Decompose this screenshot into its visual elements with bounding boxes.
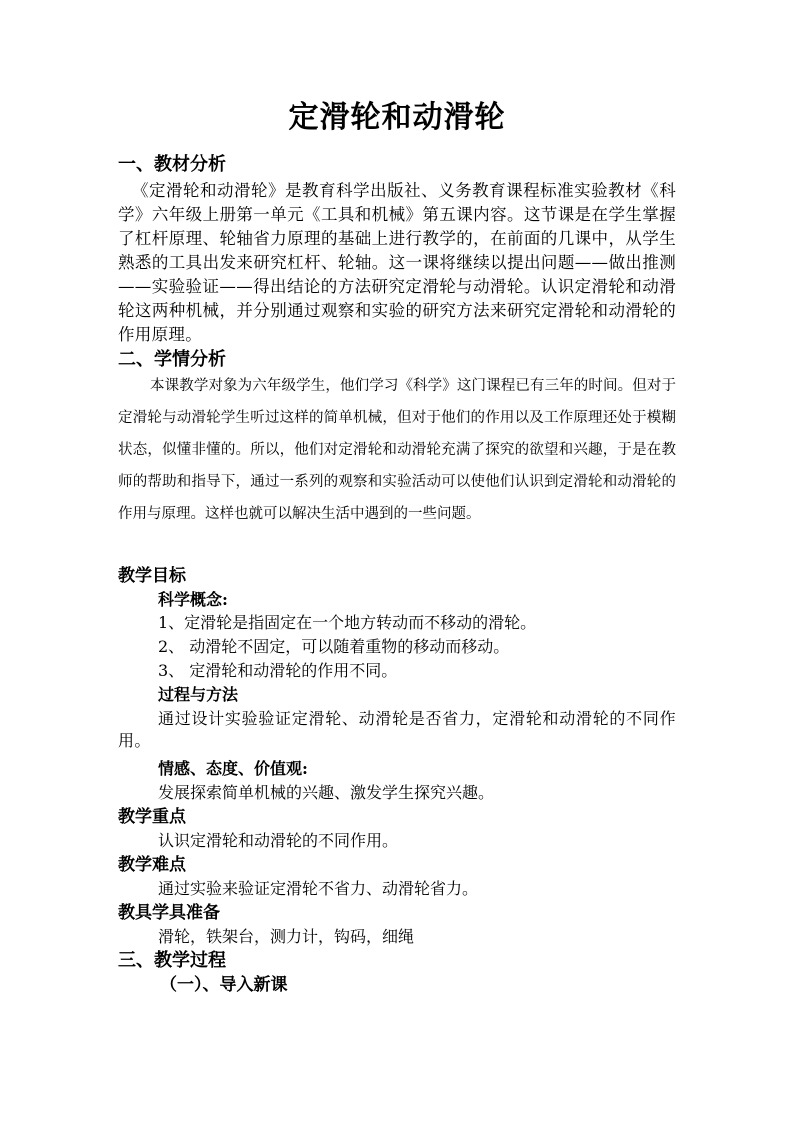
section-heading-key-points: 教学重点 [118, 807, 186, 827]
concept-item-2: 2、 动滑轮不固定，可以随着重物的移动而移动。 [158, 637, 510, 656]
student-analysis-paragraph: 本课教学对象为六年级学生，他们学习《科学》这门课程已有三年的时间。但对于定滑轮与动滑轮学生听过这样的简单机械，但对于他们的作用以及工作原理还处于模糊状态，似懂非懂的。所以，他们对定滑轮和动滑轮充满了探究的欲望和兴趣，于是在教师的帮助和指导下，通过一系列的观察和实验活动可以使他们认识到定滑轮和动滑轮的作用与原理。这样也就可以解决生活中遇到的一些问题。 [118, 378, 676, 522]
materials-text: 滑轮，铁架台，测力计，钩码，细绳 [158, 927, 415, 946]
section-heading-teaching-goals: 教学目标 [118, 566, 186, 586]
concept-item-1: 1、定滑轮是指固定在一个地方转动而不移动的滑轮。 [158, 613, 537, 632]
page-title: 定滑轮和动滑轮 [288, 100, 506, 135]
process-methods-paragraph: 通过设计实验验证定滑轮、动滑轮是否省力，定滑轮和动滑轮的不同作用。 [118, 709, 676, 750]
emotion-paragraph: 发展探索简单机械的兴趣、激发学生探究兴趣。 [158, 783, 495, 802]
section-heading-materials: 教具学具准备 [118, 903, 220, 923]
section-heading-student-analysis: 二、学情分析 [118, 349, 226, 370]
section-heading-teaching-process: 三、教学过程 [118, 950, 226, 971]
section-heading-difficulties: 教学难点 [118, 855, 186, 875]
difficulties-text: 通过实验来验证定滑轮不省力、动滑轮省力。 [158, 879, 479, 898]
concept-item-3: 3、 定滑轮和动滑轮的作用不同。 [158, 661, 398, 680]
textbook-analysis-paragraph: 《定滑轮和动滑轮》是教育科学出版社、义务教育课程标准实验教材《科学》六年级上册第一单元《工具和机械》第五课内容。这节课是在学生掌握了杠杆原理、轮轴省力原理的基础上进行教学的，在前面的几课中，从学生熟悉的工具出发来研究杠杆、轮轴。这一课将继续以提出问题——做出推测——实验验证——得出结论的方法研究定滑轮与动滑轮。认识定滑轮和动滑轮这两种机械，并分别通过观察和实验的研究方法来研究定滑轮和动滑轮的作用原理。 [118, 181, 676, 344]
subheading-introduce-new-lesson: （一）、导入新课 [160, 975, 288, 995]
section-heading-textbook-analysis: 一、教材分析 [118, 154, 226, 175]
subheading-process-methods: 过程与方法 [158, 685, 239, 704]
subheading-science-concepts: 科学概念: [158, 590, 228, 609]
subheading-emotion-attitude-values: 情感、态度、价值观: [158, 759, 308, 778]
key-points-text: 认识定滑轮和动滑轮的不同作用。 [158, 831, 399, 850]
